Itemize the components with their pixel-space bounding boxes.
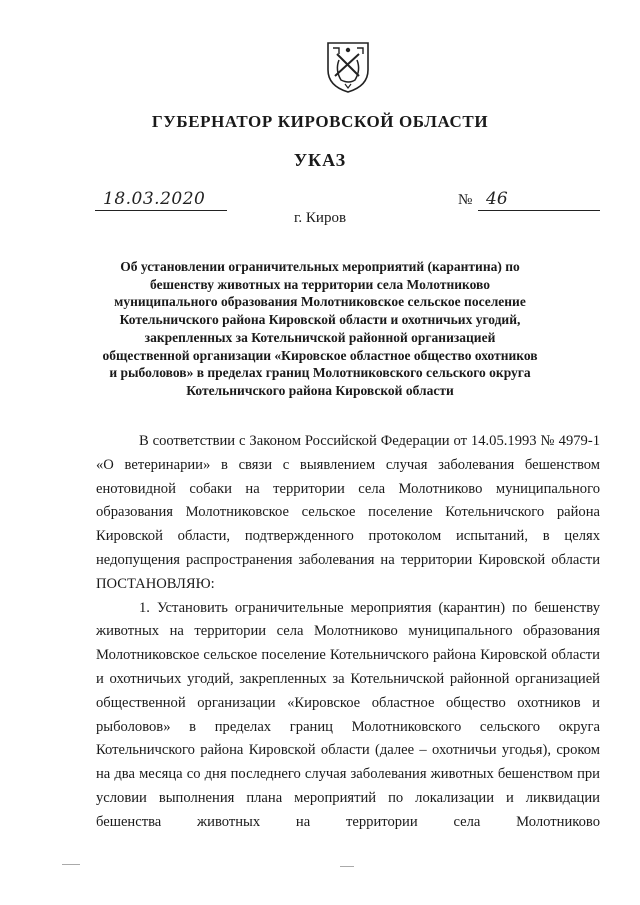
scan-artifact: [62, 864, 80, 865]
paragraph-item-1: 1. Установить ограничительные мероприятия (карантин) по бешенству животных на территории села Молотниково муниципального образования Молотниковское сельское поселение Котельничского района Кировской области и охотничьих угодий, закрепленных за Котельничской районной организацией общественной организации «Кировское областное общество охотников и рыболовов» в пределах границ Молотниковского сельского округа Котельничского района Кировской области (далее – охотничьи угодья), сроком на два месяца со дня последнего случая заболевания животных бешенством при условии выполнения плана мероприятий по локализации и ликвидации бешенства животных на территории села Молотниково: [96, 599, 600, 830]
handwritten-date: 18.03.2020: [103, 189, 206, 209]
coat-of-arms-icon: [325, 40, 371, 94]
city-label: г. Киров: [293, 210, 347, 226]
decree-body: [96, 430, 600, 835]
issuer-heading: ГУБЕРНАТОР КИРОВСКОЙ ОБЛАСТИ: [151, 112, 489, 131]
handwritten-number: 46: [486, 189, 508, 209]
scan-artifact: [340, 866, 354, 867]
document-type-heading: УКАЗ: [293, 150, 347, 170]
date-field: [95, 188, 227, 211]
paragraph-preamble: В соответствии с Законом Российской Федерации от 14.05.1993 № 4979-1 «О ветеринарии» в связи с выявлением случая заболевания бешенством енотовидной собаки на территории села Молотниково муниципального образования Молотниковское сельское поселение Котельничского района Кировской области, подтвержденного протоколом испытаний, в целях недопущения распространения заболевания на территории Кировской области ПОСТАНОВЛЯЮ:: [96, 433, 600, 592]
number-label: №: [458, 192, 473, 208]
decree-title: Об установлении ограничительных мероприятий (карантина) по бешенству животных на территории села Молотниково муниципального образования Молотниковское сельское поселение Котельничского района Кировской области и охотничьих угодий, закрепленных за Котельничской районной организацией общественной организации «Кировское областное общество охотников и рыболовов» в пределах границ Молотниковского сельского округа Котельничского района Кировской области: [102, 259, 538, 398]
number-field: [478, 188, 600, 211]
